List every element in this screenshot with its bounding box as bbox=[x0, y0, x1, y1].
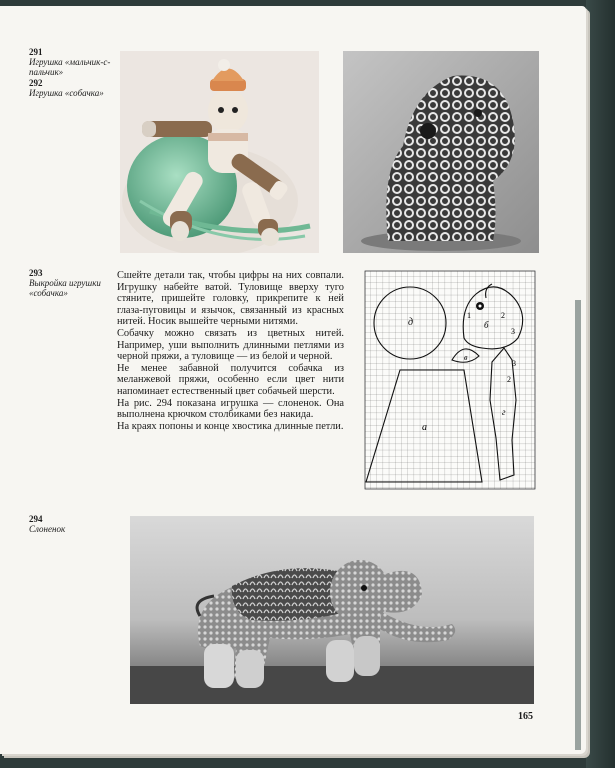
paragraph: На краях попоны и конце хвостика длинные петли. bbox=[117, 420, 344, 432]
label-leg: г bbox=[502, 407, 506, 417]
paragraph: Сшейте детали так, чтобы цифры на них совпали. Игрушку набейте ватой. Туловище вверху туго стяните, пришейте головку, прикрепите к ней глаза-пуговицы и язычок, связанный из красных нитей. Носик вышейте черными нитями. bbox=[117, 270, 344, 328]
label-body: а bbox=[422, 422, 427, 433]
pattern-drawing bbox=[364, 270, 536, 490]
label-num-2b: 2 bbox=[507, 375, 511, 384]
paragraph: Не менее забавной получится собачка из меланжевой пряжи, особенно если цвет нити напоминает естественный цвет собачьей шерсти. bbox=[117, 362, 344, 397]
book-edge bbox=[586, 0, 615, 768]
label-ear: б bbox=[484, 320, 489, 330]
page-number: 165 bbox=[518, 711, 533, 722]
caption-292 bbox=[29, 78, 119, 98]
toy-boy-illustration bbox=[120, 51, 319, 253]
pattern-dog bbox=[364, 270, 536, 490]
caption-293 bbox=[29, 268, 109, 298]
paragraph: На рис. 294 показана игрушка — слоненок. Она выполнена крючком столбиками без накида. bbox=[117, 397, 344, 421]
toy-elephant-illustration bbox=[130, 516, 534, 704]
caption-294 bbox=[29, 514, 109, 534]
label-num-3: 3 bbox=[511, 327, 515, 336]
caption-text: Игрушка «мальчик-с-пальчик» bbox=[29, 57, 111, 77]
caption-number: 291 bbox=[29, 47, 43, 57]
caption-number: 292 bbox=[29, 78, 43, 88]
label-num-3b: 3 bbox=[512, 359, 516, 368]
caption-text: Выкройка игрушки «собачка» bbox=[29, 278, 101, 298]
caption-number: 293 bbox=[29, 268, 43, 278]
page-edge-strip bbox=[575, 300, 581, 750]
caption-text: Игрушка «собачка» bbox=[29, 88, 104, 98]
paragraph: Собачку можно связать из цветных нитей. Например, уши выполнить длинными петлями из черной пряжи, а туловище — из белой и черной. bbox=[117, 327, 344, 363]
photo-toy-dog bbox=[343, 51, 539, 253]
photo-toy-elephant bbox=[130, 516, 534, 704]
caption-291 bbox=[29, 47, 119, 77]
body-text bbox=[117, 270, 344, 432]
label-head: д bbox=[408, 317, 414, 328]
toy-dog-illustration bbox=[343, 51, 539, 253]
photo-toy-boy bbox=[120, 51, 319, 253]
label-tongue: в bbox=[464, 353, 468, 362]
label-num-1: 1 bbox=[467, 311, 471, 320]
caption-text: Слоненок bbox=[29, 524, 66, 534]
label-num-2: 2 bbox=[501, 311, 505, 320]
caption-number: 294 bbox=[29, 514, 43, 524]
